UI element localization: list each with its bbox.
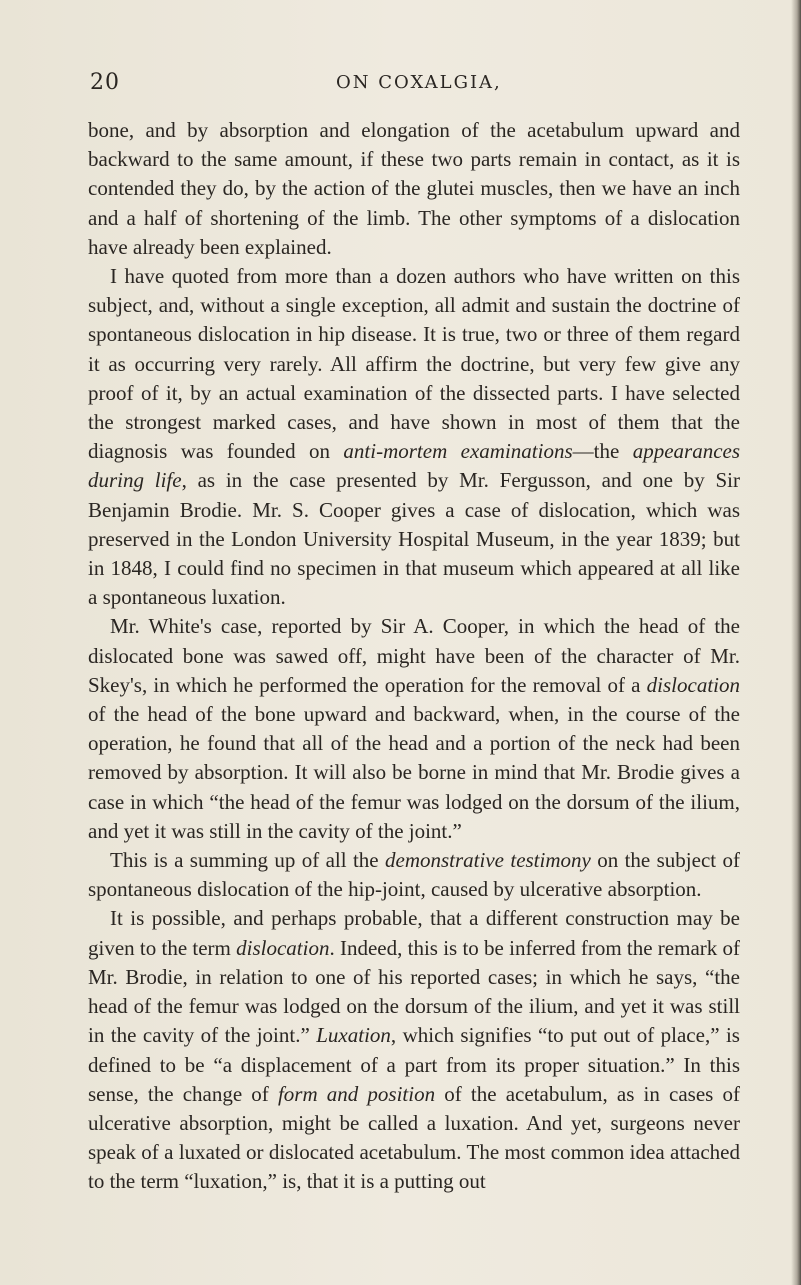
text-run: Mr. White's case, reported by Sir A. Cooper, in which the head of the dislocated bone was sawed off, might have been of the character of Mr. Skey's, in which he performed the operation for the removal of a xyxy=(88,614,740,697)
paragraph xyxy=(88,904,740,1196)
italic-text: dislocation xyxy=(236,935,330,960)
page-number: 20 xyxy=(90,70,120,95)
text-run: This is a summing up of all the xyxy=(110,848,385,873)
text-run: of the head of the bone upward and backward, when, in the course of the operation, he found that all of the head and a portion of the neck had been removed by absorption. It will also be borne in mind that Mr. Brodie gives a case in which “the head of the femur was lodged on the dorsum of the ilium, and yet it was still in the cavity of the joint.” xyxy=(88,702,740,843)
italic-text: dislocation xyxy=(646,672,740,697)
paragraph xyxy=(88,612,740,846)
text-run: of the acetabulum, as in cases of ulcerative absorption, might be called a luxation. And yet, surgeons never speak of a luxated or dislocated acetabulum. The most common idea attached to the term “luxation,” is, that it is a putting out xyxy=(88,1081,740,1194)
paragraph xyxy=(88,262,740,612)
text-run: —the xyxy=(572,439,633,464)
running-title: ON COXALGIA, xyxy=(336,72,502,93)
paragraph xyxy=(88,116,740,262)
text-run: . Indeed, this is to be inferred from the remark of Mr. Brodie, in relation to one of his reported cases; in which he says, “the head of the femur was lodged on the dorsum of the ilium, and yet it was still in the cavity of the joint.” xyxy=(88,935,741,1048)
italic-text: appearances during life xyxy=(88,439,741,493)
italic-text: anti-mortem examinations xyxy=(343,439,573,464)
text-run: on the subject of spontaneous dislocation of the hip-joint, caused by ulcerative absorption. xyxy=(88,848,740,902)
text-run: , which signifies “to put out of place,” is defined to be “a displacement of a part from its proper situation.” In this sense, the change of xyxy=(88,1023,740,1106)
italic-text: Luxation xyxy=(316,1023,391,1048)
body-text xyxy=(88,116,740,1197)
text-run: I have quoted from more than a dozen authors who have written on this subject, and, without a single exception, all admit and sustain the doctrine of spontaneous dislocation in hip disease. It is true, two or three of them regard it as occurring very rarely. All affirm the doctrine, but very few give any proof of it, by an actual examination of the dissected parts. I have selected the strongest marked cases, and have shown in most of them that the diagnosis was founded on xyxy=(88,264,740,464)
page-edge-shadow xyxy=(791,0,801,1285)
running-head xyxy=(90,68,741,98)
text-run: , as in the case presented by Mr. Fergusson, and one by Sir Benjamin Brodie. Mr. S. Cooper gives a case of dislocation, which was preserved in the London University Hospital Museum, in the year 1839; but in 1848, I could find no specimen in that museum which appeared at all like a spontaneous luxation. xyxy=(88,468,740,610)
italic-text: form and position xyxy=(277,1081,436,1106)
italic-text: demonstrative testimony xyxy=(385,848,591,873)
paragraph xyxy=(88,846,740,904)
text-run: bone, and by absorption and elongation of the acetabulum upward and backward to the same amount, if these two parts remain in contact, as it is contended they do, by the action of the glutei muscles, then we have an inch and a half of shortening of the limb. The other symptoms of a dislocation have already been explained. xyxy=(88,118,740,259)
text-run: It is possible, and perhaps probable, that a different construction may be given to the term xyxy=(88,906,740,960)
